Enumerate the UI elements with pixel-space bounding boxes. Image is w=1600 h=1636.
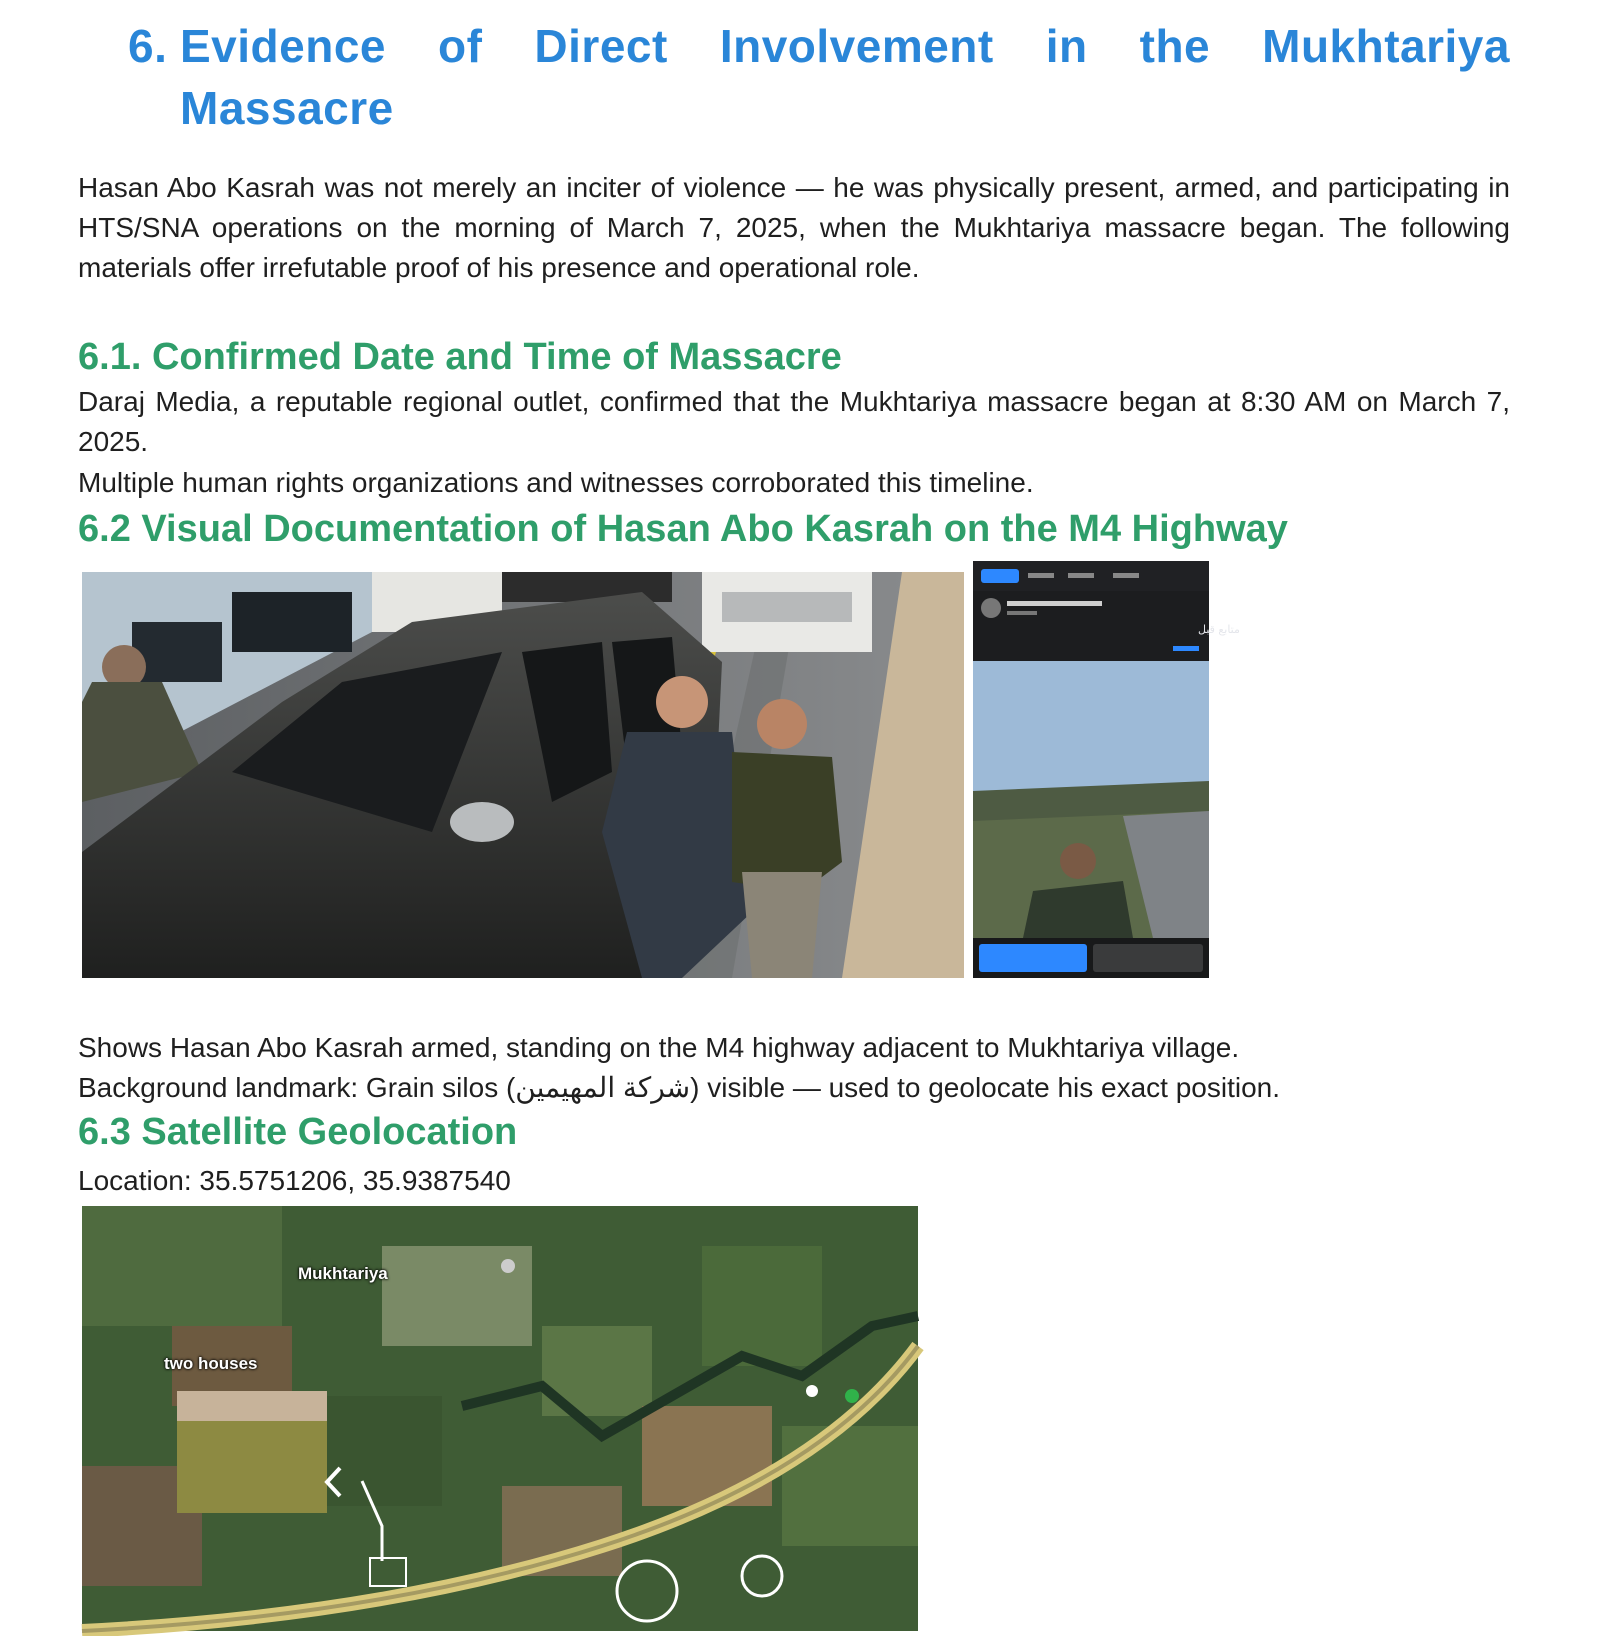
section-title-line1 [180, 14, 1510, 78]
section-number: 6. [128, 20, 168, 72]
title-word: Evidence [180, 20, 386, 72]
photo-caption-line2-start: Background landmark: Grain silos ( [78, 1072, 516, 1103]
subsection-heading-6-2: 6.2 Visual Documentation of Hasan Abo Kasrah on the M4 Highway [78, 508, 1288, 550]
photo-caption-line1: Shows Hasan Abo Kasrah armed, standing on the M4 highway adjacent to Mukhtariya village. [78, 1032, 1240, 1063]
title-word: Direct [534, 20, 668, 72]
evidence-photo-highway [82, 572, 964, 978]
post-arabic-text: متابع قبل [1198, 623, 1240, 636]
section-title-line2: Massacre [180, 82, 394, 134]
subsection-6-1-text: Daraj Media, a reputable regional outlet, confirmed that the Mukhtariya massacre began at 8:30 AM on March 7, 2025. [78, 386, 1510, 457]
social-post-screenshot [973, 561, 1240, 978]
title-word: Involvement [719, 20, 994, 72]
title-word: the [1139, 20, 1211, 72]
intro-paragraph: Hasan Abo Kasrah was not merely an inciter of violence — he was physically present, armed, and participating in HTS/SNA operations on the morning of March 7, 2025, when the Mukhtariya massacre began. The following materials offer irrefutable proof of his presence and operational role. [78, 172, 1510, 283]
subsection-heading-6-1: 6.1. Confirmed Date and Time of Massacre [78, 336, 842, 378]
location-coordinates: Location: 35.5751206, 35.9387540 [78, 1165, 511, 1196]
title-word: of [438, 20, 483, 72]
subsection-6-1-text-2: Multiple human rights organizations and witnesses corroborated this timeline. [78, 467, 1034, 498]
arabic-silos-name: شركة المهيمين [515, 1072, 691, 1103]
subsection-heading-6-3: 6.3 Satellite Geolocation [78, 1111, 518, 1153]
map-label-village: Mukhtariya [298, 1264, 388, 1283]
photo-caption-line2-end: ) visible — used to geolocate his exact position. [690, 1072, 1281, 1103]
title-word: Mukhtariya [1262, 20, 1510, 72]
photo-caption [78, 1028, 1510, 1108]
map-label-houses: two houses [164, 1354, 258, 1373]
title-word: in [1045, 20, 1088, 72]
satellite-map [82, 1206, 918, 1631]
